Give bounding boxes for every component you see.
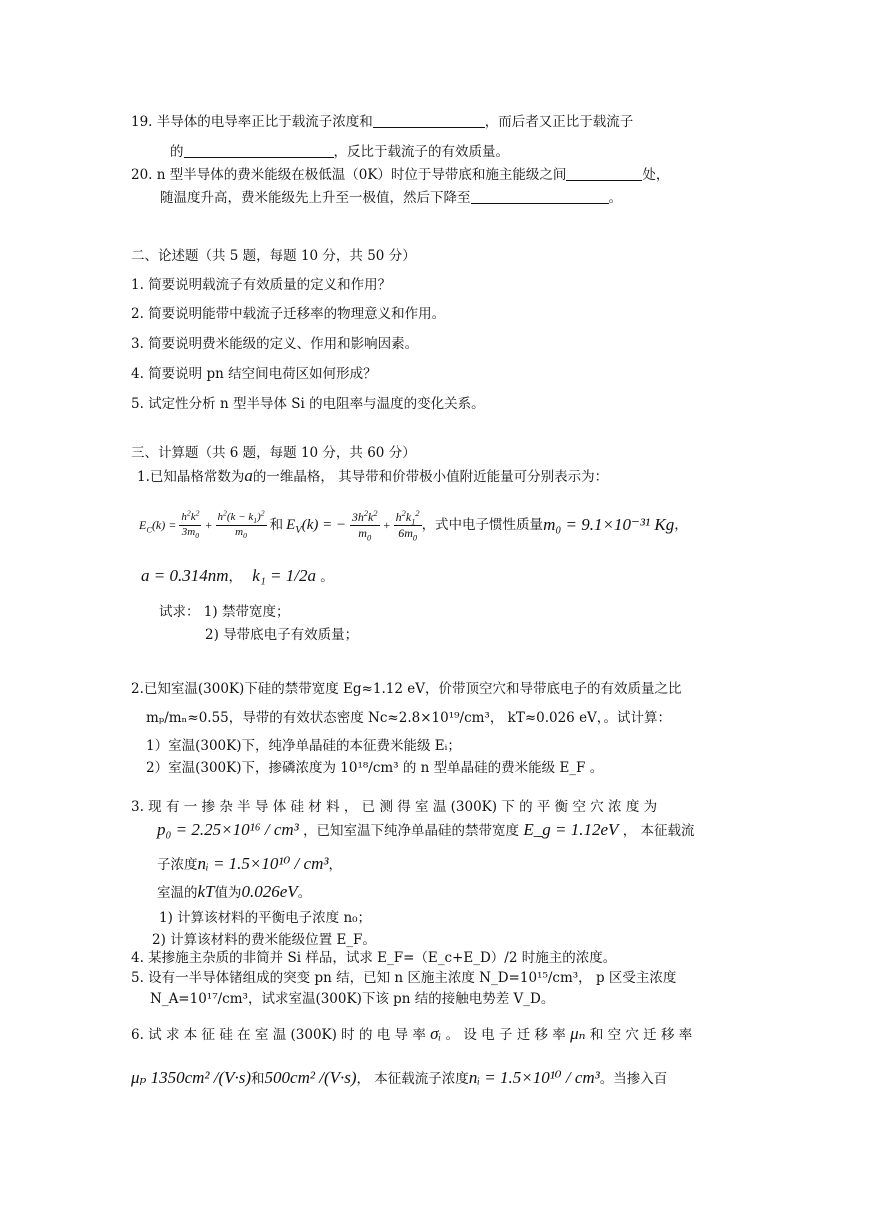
punctuation: ， (228, 569, 242, 585)
question-19-line1 (131, 113, 633, 130)
q3-kt-label: 室温的 (157, 885, 198, 901)
calc-q3-sub2: 2) 计算该材料的费米能级位置 E_F。 (152, 932, 376, 948)
m0-value: m₀ = 9.1×10⁻³¹ Kg (543, 514, 675, 534)
formula-fraction: $\frac{h^2(k - k_1)^2}{m_0}$ (217, 508, 265, 540)
q19-text-c: 的 (170, 144, 184, 160)
sigma-var: σᵢ (430, 1024, 442, 1043)
answer-blank[interactable] (566, 166, 642, 181)
answer-blank[interactable] (373, 113, 485, 128)
essay-item: 1. 简要说明载流子有效质量的定义和作用？ (131, 277, 392, 293)
mu-n-var: μₙ (570, 1024, 586, 1043)
calc-q1-constants (141, 566, 334, 586)
q19-text-b: ，而后者又正比于载流子 (484, 114, 634, 130)
formula-fraction: $\frac{h^2k^2}{3m_0}$ (181, 508, 200, 540)
punctuation: 。 (297, 885, 312, 901)
q20-text-b: 处， (642, 167, 670, 183)
punctuation: 。 (315, 569, 334, 585)
essay-item: 2. 简要说明能带中载流子迁移率的物理意义和作用。 (131, 306, 446, 322)
essay-heading: 二、论述题（共 5 题，每题 10 分，共 50 分） (131, 248, 416, 264)
question-19-line2 (170, 143, 509, 160)
q6-text-e: 。当掺入百 (599, 1071, 668, 1087)
essay-item: 5. 试定性分析 n 型半导体 Si 的电阻率与温度的变化关系。 (131, 396, 485, 412)
calc-q1-intro (137, 466, 608, 486)
calc-q6-line2 (131, 1068, 667, 1088)
q3-ni-label: 子浓度 (157, 857, 198, 873)
calc-q5-line1: 5. 设有一半导体锗组成的突变 pn 结，已知 n 区施主浓度 N_D=10¹⁵/cm³， p 区受主浓度 (131, 970, 677, 986)
question-20-line1 (131, 166, 669, 183)
calc-q2-line2: mₚ/mₙ≈0.55，导带的有效状态密度 Nc≈2.8×10¹⁹/cm³， kT≈0.026 eV，。试计算： (146, 710, 672, 726)
calc-q3-line1: 3. 现 有 一 掺 杂 半 导 体 硅 材 料 ， 已 测 得 室 温 (300K) 下 的 平 衡 空 穴 浓 度 为 (131, 799, 658, 815)
calc-q1-ask1: 试求： 1) 禁带宽度； (159, 604, 290, 620)
q20-text-c: 随温度升高，费米能级先上升至一极值，然后下降至 (160, 190, 471, 206)
calc-q4: 4. 某掺施主杂质的非简并 Si 样品，试求 E_F=（E_c+E_D）/2 时施主的浓度。 (131, 950, 617, 966)
mu-2-value: 500cm² /(V·s) (264, 1068, 357, 1087)
calc-q6-line1 (131, 1024, 692, 1044)
q1-intro-text-b: 的一维晶格， 其导带和价带极小值附近能量可分别表示为： (252, 469, 609, 485)
calc-q3-sub1: 1) 计算该材料的平衡电子浓度 n₀； (159, 910, 372, 926)
mu-p-value: μₚ 1350cm² /(V·s) (131, 1068, 252, 1087)
calc-q5-line2: N_A=10¹⁷/cm³，试求室温(300K)下该 pn 结的接触电势差 V_D。 (150, 991, 555, 1007)
q19-text-d: ，反比于载流子的有效质量。 (333, 144, 509, 160)
q3-tail-text: ， 本征载流 (622, 823, 695, 839)
q6-text-d: ， 本征载流子浓度 (356, 1071, 469, 1087)
q3-mid-text: ，已知室温下纯净单晶硅的禁带宽度 (303, 823, 520, 839)
calc-q1-ask2: 2) 导带底电子有效质量； (205, 627, 359, 643)
calc-q3-line3 (157, 854, 342, 874)
q20-text-d: 。 (608, 190, 622, 206)
ni-value: nᵢ = 1.5×10¹⁰ / cm³ (197, 854, 329, 873)
calc-q1-equations (139, 503, 688, 547)
ev-formula: $E_V(k)$ = − (286, 517, 350, 536)
calc-heading: 三、计算题（共 6 题，每题 10 分，共 60 分） (131, 445, 416, 461)
calc-q3-line2 (157, 820, 695, 840)
essay-item: 3. 简要说明费米能级的定义、作用和影响因素。 (131, 336, 419, 352)
k1-value: k₁ = 1/2a (252, 566, 316, 585)
eg-value: E_g = 1.12eV (523, 820, 619, 839)
and-text: 和 (269, 516, 284, 533)
formula-fraction: $\frac{h^2k_1^2}{6m_0}$ (395, 509, 420, 542)
formula-fraction: $\frac{3h^2k^2}{m_0}$ (351, 509, 378, 542)
q3-kt-mid: 值为 (214, 885, 242, 901)
essay-item: 4. 简要说明 pn 结空间电荷区如何形成？ (131, 366, 377, 382)
q19-text-a: 19. 半导体的电导率正比于载流子浓度和 (131, 114, 373, 130)
calc-q3-line4 (157, 882, 311, 902)
answer-blank[interactable] (184, 143, 334, 158)
mass-text: ，式中电子惯性质量 (421, 516, 544, 533)
formula-operator: + (201, 517, 216, 532)
formula-operator: + (379, 517, 394, 532)
question-20-line2 (160, 189, 622, 206)
q1-intro-text: 1.已知晶格常数为 (137, 469, 245, 485)
q6-text-b: 。 设 电 子 迁 移 率 (445, 1027, 566, 1043)
ni-value: nᵢ = 1.5×10¹⁰ / cm³ (468, 1068, 600, 1087)
q20-text-a: 20. n 型半导体的费米能级在极低温（0K）时位于导带底和施主能级之间 (131, 167, 567, 183)
kt-value: 0.026eV (241, 882, 298, 901)
lattice-constant-var: a (244, 466, 253, 485)
punctuation: ， (674, 516, 688, 533)
p0-value: p₀ = 2.25×10¹⁶ / cm³ (157, 820, 299, 839)
a-value: a = 0.314nm (141, 566, 229, 585)
calc-q2-line3: 1）室温(300K)下，纯净单晶硅的本征费米能级 Eᵢ； (146, 738, 461, 754)
answer-blank[interactable] (471, 189, 609, 204)
kt-var: kT (197, 882, 215, 901)
q6-text-a: 6. 试 求 本 征 硅 在 室 温 (300K) 时 的 电 导 率 (131, 1027, 426, 1043)
calc-q2-line1: 2.已知室温(300K)下硅的禁带宽度 Eg≈1.12 eV，价带顶空穴和导带底电子的有效质量之比 (131, 681, 682, 697)
ec-formula: $E_C(k)$ = (139, 517, 180, 535)
q6-text-c: 和 空 穴 迁 移 率 (589, 1027, 693, 1043)
punctuation: ， (328, 857, 342, 873)
and-text: 和 (251, 1071, 265, 1087)
calc-q2-line4: 2）室温(300K)下，掺磷浓度为 10¹⁸/cm³ 的 n 型单晶硅的费米能级 E_F 。 (146, 760, 604, 776)
